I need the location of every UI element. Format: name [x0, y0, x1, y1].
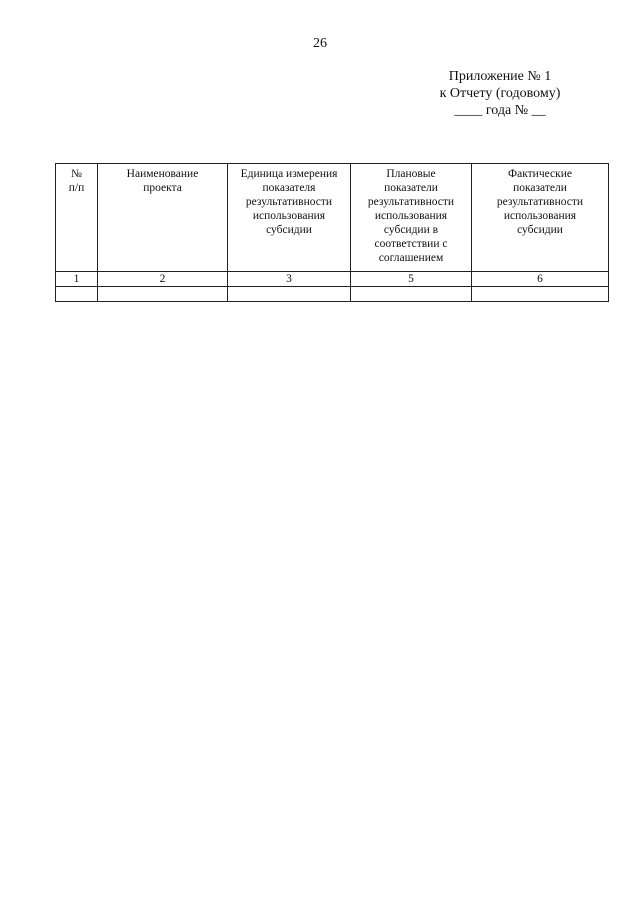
- table-cell: [98, 287, 228, 302]
- appendix-heading: [400, 68, 600, 119]
- indicators-table: [55, 163, 609, 302]
- column-number: 1: [56, 272, 98, 287]
- header-number: № п/п: [56, 164, 98, 272]
- header-planned-indicators: Плановые показатели результативности использования субсидии в соответствии с соглашением: [351, 164, 472, 272]
- column-number: 6: [472, 272, 609, 287]
- table-header-row: [56, 164, 609, 272]
- table-cell: [228, 287, 351, 302]
- table-cell: [351, 287, 472, 302]
- column-number-row: [56, 272, 609, 287]
- table-cell: [56, 287, 98, 302]
- header-actual-indicators: Фактические показатели результативности использования субсидии: [472, 164, 609, 272]
- column-number: 5: [351, 272, 472, 287]
- table-cell: [472, 287, 609, 302]
- header-project-name: Наименование проекта: [98, 164, 228, 272]
- table-row: [56, 287, 609, 302]
- appendix-title: Приложение № 1: [448, 69, 552, 84]
- header-unit: Единица измерения показателя результативности использования субсидии: [228, 164, 351, 272]
- appendix-report-reference: к Отчету (годовому): [439, 86, 561, 101]
- column-number: 2: [98, 272, 228, 287]
- appendix-year-number: ____ года № __: [454, 103, 546, 118]
- column-number: 3: [228, 272, 351, 287]
- page-number: 26: [313, 36, 327, 51]
